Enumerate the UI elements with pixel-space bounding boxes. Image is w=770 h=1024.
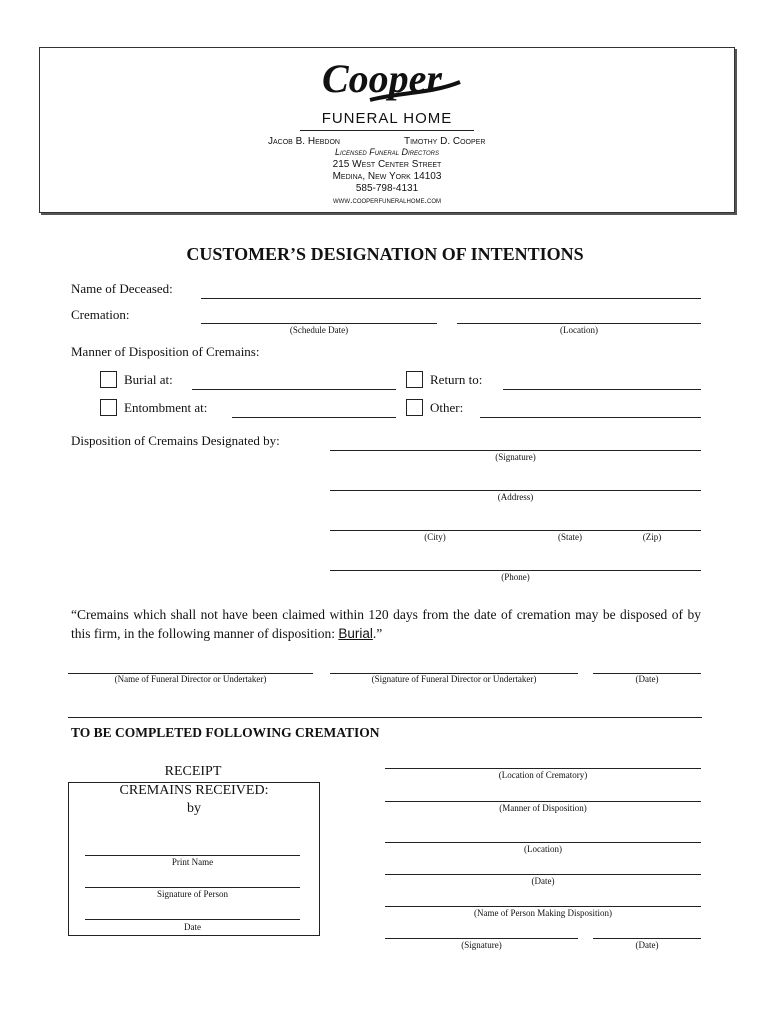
entombment-label: Entombment at: bbox=[124, 400, 208, 415]
disposition-statement bbox=[71, 605, 701, 643]
disposition-location-caption: (Location) bbox=[524, 844, 562, 854]
director-date-caption: (Date) bbox=[635, 674, 659, 684]
manner-disposition-field[interactable] bbox=[385, 783, 701, 802]
crematory-location-caption: (Location of Crematory) bbox=[498, 770, 588, 780]
statement-end: .” bbox=[372, 626, 383, 641]
designated-phone-field[interactable] bbox=[330, 552, 701, 571]
final-signature-field[interactable] bbox=[385, 920, 578, 939]
disposition-location-field[interactable] bbox=[385, 824, 701, 843]
website-line: www.cooperfuneralhome.com bbox=[333, 195, 441, 205]
director-name-field[interactable] bbox=[68, 655, 313, 674]
manner-heading: Manner of Disposition of Cremains: bbox=[71, 344, 260, 359]
receipt-by: by bbox=[187, 801, 201, 816]
logo-text: Cooper bbox=[322, 56, 442, 101]
manner-disposition-caption: (Manner of Disposition) bbox=[499, 803, 587, 813]
business-name: FUNERAL HOME bbox=[321, 110, 453, 127]
receipt-title-2: CREMAINS RECEIVED: bbox=[119, 783, 269, 798]
phone-caption: (Phone) bbox=[501, 572, 530, 582]
licensed-line: Licensed Funeral Directors bbox=[335, 147, 439, 157]
cremation-schedule-date-field[interactable] bbox=[201, 305, 437, 324]
city-line: Medina, New York 14103 bbox=[332, 171, 442, 182]
city-caption: (City) bbox=[424, 532, 446, 542]
receipt-title-1: RECEIPT bbox=[164, 764, 222, 779]
section-heading: TO BE COMPLETED FOLLOWING CREMATION bbox=[71, 725, 380, 740]
state-caption: (State) bbox=[558, 532, 582, 542]
receipt-date-caption: Date bbox=[184, 922, 201, 932]
director-signature-field[interactable] bbox=[330, 655, 578, 674]
return-checkbox[interactable] bbox=[406, 371, 423, 388]
final-date-caption: (Date) bbox=[635, 940, 659, 950]
final-date-field[interactable] bbox=[593, 920, 701, 939]
director-signature-caption: (Signature of Funeral Director or Undertaker) bbox=[371, 674, 537, 684]
letterhead bbox=[39, 47, 735, 213]
cremation-label: Cremation: bbox=[71, 307, 130, 322]
logo bbox=[310, 52, 470, 110]
person-name-field[interactable] bbox=[385, 888, 701, 907]
entombment-checkbox[interactable] bbox=[100, 399, 117, 416]
statement-text: “Cremains which shall not have been claimed within 120 days from the date of cremation may be disposed of by this firm, in the following manner of disposition: bbox=[71, 607, 701, 641]
zip-caption: (Zip) bbox=[642, 532, 662, 542]
disposition-date-field[interactable] bbox=[385, 856, 701, 875]
burial-field[interactable] bbox=[192, 371, 396, 390]
return-field[interactable] bbox=[503, 371, 701, 390]
other-label: Other: bbox=[430, 400, 464, 415]
other-field[interactable] bbox=[480, 399, 701, 418]
designated-signature-field[interactable] bbox=[330, 432, 701, 451]
director-right: Timothy D. Cooper bbox=[404, 136, 486, 147]
designated-address-field[interactable] bbox=[330, 472, 701, 491]
designated-by-label: Disposition of Cremains Designated by: bbox=[71, 433, 280, 448]
schedule-date-caption: (Schedule Date) bbox=[289, 325, 349, 335]
designated-city-state-zip-field[interactable] bbox=[330, 512, 701, 531]
director-left: Jacob B. Hebdon bbox=[268, 136, 340, 147]
address-caption: (Address) bbox=[497, 492, 534, 502]
director-date-field[interactable] bbox=[593, 655, 701, 674]
director-name-caption: (Name of Funeral Director or Undertaker) bbox=[114, 674, 267, 684]
burial-checkbox[interactable] bbox=[100, 371, 117, 388]
name-of-deceased-label: Name of Deceased: bbox=[71, 281, 173, 296]
print-name-caption: Print Name bbox=[171, 857, 214, 867]
receipt-date-field[interactable] bbox=[85, 901, 300, 920]
print-name-field[interactable] bbox=[85, 837, 300, 856]
signature-of-person-caption: Signature of Person bbox=[157, 889, 228, 899]
person-name-caption: (Name of Person Making Disposition) bbox=[474, 908, 612, 918]
location-caption: (Location) bbox=[560, 325, 598, 335]
final-signature-caption: (Signature) bbox=[461, 940, 502, 950]
crematory-location-field[interactable] bbox=[385, 750, 701, 769]
statement-value[interactable]: Burial bbox=[338, 626, 373, 641]
logo-swash-icon bbox=[310, 52, 470, 110]
cremation-location-field[interactable] bbox=[457, 305, 701, 324]
section-divider bbox=[68, 717, 702, 718]
name-of-deceased-field[interactable] bbox=[201, 280, 701, 299]
phone-line: 585-798-4131 bbox=[355, 183, 419, 194]
receipt-box bbox=[68, 782, 320, 936]
entombment-field[interactable] bbox=[232, 399, 396, 418]
return-label: Return to: bbox=[430, 372, 483, 387]
page-title: CUSTOMER’S DESIGNATION OF INTENTIONS bbox=[186, 244, 584, 264]
disposition-date-caption: (Date) bbox=[531, 876, 555, 886]
signature-of-person-field[interactable] bbox=[85, 869, 300, 888]
burial-label: Burial at: bbox=[124, 372, 173, 387]
other-checkbox[interactable] bbox=[406, 399, 423, 416]
street-line: 215 West Center Street bbox=[332, 159, 442, 170]
divider-ornament bbox=[300, 130, 474, 131]
signature-caption: (Signature) bbox=[495, 452, 536, 462]
